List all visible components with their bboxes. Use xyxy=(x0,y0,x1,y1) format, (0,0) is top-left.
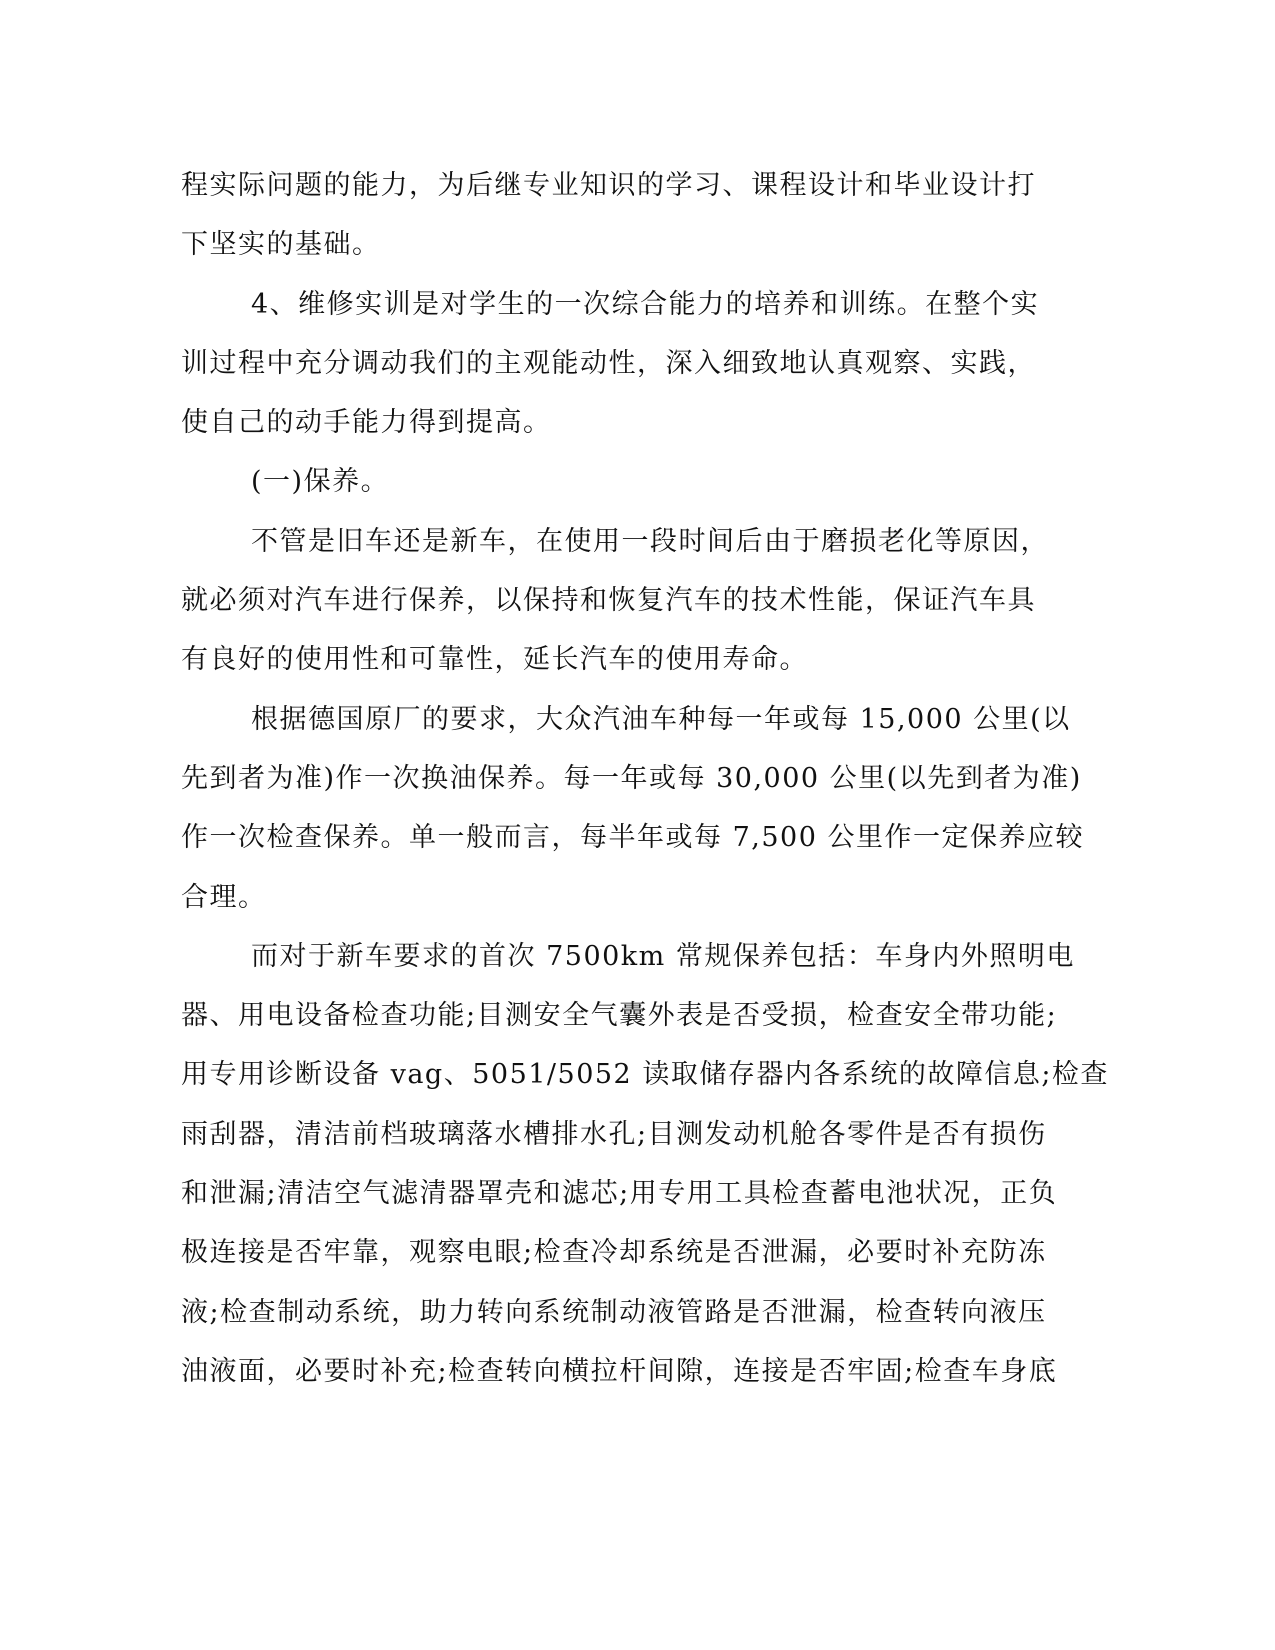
body-text xyxy=(181,156,1109,1401)
paragraph-start-line: 4、维修实训是对学生的一次综合能力的培养和训练。在整个实 xyxy=(251,288,1040,320)
text-line: 就必须对汽车进行保养，以保持和恢复汽车的技术性能，保证汽车具 xyxy=(181,585,1036,617)
text-line: 作一次检查保养。单一般而言，每半年或每 7,500 公里作一定保养应较 xyxy=(181,822,1084,854)
text-line: 下坚实的基础。 xyxy=(181,229,381,261)
text-line: 液;检查制动系统，助力转向系统制动液管路是否泄漏，检查转向液压 xyxy=(181,1296,1047,1328)
text-line: 和泄漏;清洁空气滤清器罩壳和滤芯;用专用工具检查蓄电池状况，正负 xyxy=(181,1178,1058,1210)
text-line: 合理。 xyxy=(181,881,267,913)
text-line: 油液面，必要时补充;检查转向横拉杆间隙，连接是否牢固;检查车身底 xyxy=(181,1355,1058,1387)
text-line: 极连接是否牢靠，观察电眼;检查冷却系统是否泄漏，必要时补充防冻 xyxy=(181,1237,1047,1269)
paragraph-start-line: 不管是旧车还是新车，在使用一段时间后由于磨损老化等原因， xyxy=(251,525,1049,557)
text-line: 用专用诊断设备 vag、5051/5052 读取储存器内各系统的故障信息;检查 xyxy=(181,1059,1109,1091)
text-line: 器、用电设备检查功能;目测安全气囊外表是否受损，检查安全带功能; xyxy=(181,1000,1058,1032)
text-line: 有良好的使用性和可靠性，延长汽车的使用寿命。 xyxy=(181,644,808,676)
text-line: 训过程中充分调动我们的主观能动性，深入细致地认真观察、实践， xyxy=(181,347,1036,379)
paragraph-start-line: 而对于新车要求的首次 7500km 常规保养包括：车身内外照明电 xyxy=(251,940,1075,972)
text-line: 雨刮器，清洁前档玻璃落水槽排水孔;目测发动机舱各零件是否有损伤 xyxy=(181,1118,1047,1150)
section-heading: (一)保养。 xyxy=(251,466,390,498)
text-line: 先到者为准)作一次换油保养。每一年或每 30,000 公里(以先到者为准) xyxy=(181,762,1082,794)
text-line: 程实际问题的能力，为后继专业知识的学习、课程设计和毕业设计打 xyxy=(181,170,1036,201)
paragraph-start-line: 根据德国原厂的要求，大众汽油车种每一年或每 15,000 公里(以 xyxy=(251,703,1071,735)
text-line: 使自己的动手能力得到提高。 xyxy=(181,407,552,439)
